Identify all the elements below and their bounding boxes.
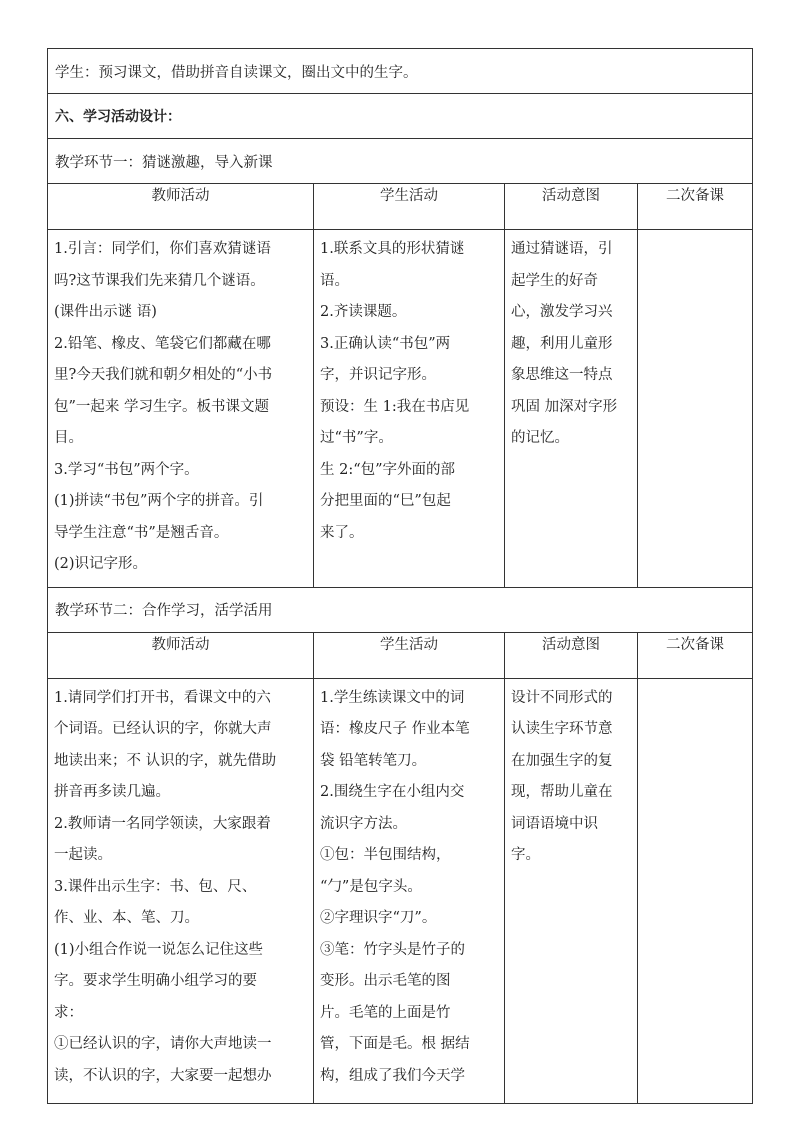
text-line: 1.联系文具的形状猜谜 (320, 241, 465, 257)
section-title-row (48, 94, 753, 139)
section-title: 六、学习活动设计： (55, 109, 181, 125)
header-student: 学生活动 (314, 184, 505, 230)
text-line: 3.课件出示生字：书、包、尺、 (54, 878, 257, 895)
step2-header-row (48, 632, 753, 678)
text-line: 流识字方法。 (320, 815, 407, 832)
text-line: 地读出来；不 认识的字，就先借助 (54, 752, 277, 769)
text-line: 生 2:“包”字外面的部 (320, 461, 456, 478)
text-line: 构，组成了我们今天学 (320, 1067, 465, 1084)
header-student: 学生活动 (314, 632, 505, 678)
header-second: 二次备课 (638, 184, 753, 230)
text-line: 3.正确认读“书包”两 (320, 335, 451, 352)
text-line: 设计不同形式的 (511, 689, 613, 706)
text-line: 里?今天我们就和朝夕相处的“小书 (54, 367, 273, 383)
text-line: 1.请同学们打开书，看课文中的六 (54, 689, 271, 706)
text-line: “勹”是包字头。 (320, 878, 422, 895)
text-line: 读，不认识的字，大家要一起想办 (54, 1067, 272, 1084)
text-line: ①包：半包围结构， (320, 847, 451, 863)
text-line: 2.铅笔、橡皮、笔袋它们都藏在哪 (54, 335, 271, 352)
step1-student-cell (314, 230, 505, 588)
text-line: ③笔：竹字头是竹子的 (320, 941, 465, 958)
step2-second-cell (638, 678, 753, 1103)
text-line: 2.齐读课题。 (320, 304, 407, 320)
text-line: 现，帮助儿童在 (511, 784, 613, 800)
header-intent: 活动意图 (505, 632, 638, 678)
text-line: 变形。出示毛笔的图 (320, 973, 451, 989)
step1-body-row (48, 230, 753, 588)
text-line: 巩固 加深对字形 (511, 398, 618, 415)
text-line: 吗?这节课我们先来猜几个谜语。 (54, 272, 265, 289)
header-intent: 活动意图 (505, 184, 638, 230)
step1-header-row (48, 184, 753, 230)
header-teacher: 教师活动 (48, 632, 314, 678)
text-line: 字。要求学生明确小组学习的要 (54, 973, 257, 989)
step2-student-cell (314, 678, 505, 1103)
text-line: 预设：生 1:我在书店见 (320, 398, 470, 415)
text-line: 字。 (511, 847, 540, 863)
text-line: ①已经认识的字，请你大声地读一 (54, 1036, 272, 1052)
text-line: 3.学习“书包”两个字。 (54, 461, 199, 478)
text-line: 1.引言：同学们，你们喜欢猜谜语 (54, 241, 271, 257)
text-line: 在加强生字的复 (511, 752, 613, 769)
text-line: 起学生的好奇 (511, 272, 598, 289)
text-line: 过“书”字。 (320, 430, 393, 446)
text-line: 象思维这一特点 (511, 367, 613, 383)
text-line: 一起读。 (54, 847, 112, 863)
text-line: 袋 铅笔转笔刀。 (320, 752, 427, 769)
header-teacher: 教师活动 (48, 184, 314, 230)
lesson-plan-table (47, 48, 753, 1104)
text-line: 导学生注意“书”是翘舌音。 (54, 524, 229, 541)
step2-intent-cell (505, 678, 638, 1103)
text-line: 词语语境中识 (511, 815, 598, 832)
step2-title-row (48, 587, 753, 632)
text-line: 目。 (54, 430, 83, 446)
header-second: 二次备课 (638, 632, 753, 678)
step1-title-row (48, 139, 753, 184)
text-line: 字，并识记字形。 (320, 367, 436, 383)
step1-intent-cell (505, 230, 638, 588)
text-line: 语：橡皮尺子 作业本笔 (320, 721, 470, 737)
text-line: 片。毛笔的上面是竹 (320, 1004, 451, 1021)
text-line: 求： (54, 1004, 83, 1021)
text-line: 分把里面的“巳”包起 (320, 493, 451, 509)
text-line: 的记忆。 (511, 430, 569, 446)
text-line: ②字理识字“刀”。 (320, 910, 437, 926)
text-line: 个词语。已经认识的字，你就大声 (54, 721, 272, 737)
step1-teacher-cell (48, 230, 314, 588)
step1-second-cell (638, 230, 753, 588)
text-line: 心，激发学习兴 (511, 304, 613, 320)
text-line: 来了。 (320, 524, 364, 541)
text-line: 1.学生练读课文中的词 (320, 689, 465, 706)
step2-body-row (48, 678, 753, 1103)
text-line: (1)小组合作说一说怎么记住这些 (54, 941, 264, 958)
step1-title: 教学环节一：猜谜激趣，导入新课 (55, 154, 273, 171)
text-line: (课件出示谜 语) (54, 304, 157, 320)
text-line: 通过猜谜语，引 (511, 241, 613, 257)
text-line: (1)拼读“书包”两个字的拼音。引 (54, 493, 264, 509)
text-line: 语。 (320, 272, 349, 289)
preview-task-row (48, 49, 753, 94)
preview-task-text: 学生：预习课文，借助拼音自读课文，圈出文中的生字。 (55, 64, 418, 81)
text-line: 拼音再多读几遍。 (54, 784, 170, 800)
step2-teacher-cell (48, 678, 314, 1103)
text-line: (2)识记字形。 (54, 556, 148, 572)
text-line: 包”一起来 学习生字。板书课文题 (54, 398, 270, 415)
text-line: 趣，利用儿童形 (511, 335, 613, 352)
text-line: 管，下面是毛。根 据结 (320, 1036, 470, 1052)
text-line: 2.教师请一名同学领读，大家跟着 (54, 815, 271, 832)
text-line: 2.围绕生字在小组内交 (320, 784, 465, 800)
text-line: 作、业、本、笔、刀。 (54, 910, 199, 926)
text-line: 认读生字环节意 (511, 721, 613, 737)
step2-title: 教学环节二：合作学习，活学活用 (55, 603, 273, 619)
